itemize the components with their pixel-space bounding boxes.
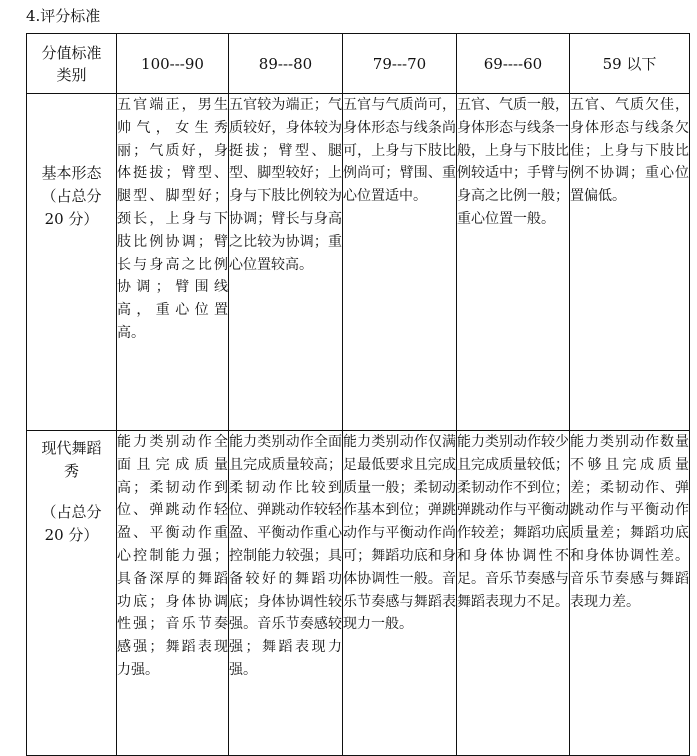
header-score-range-1: 100---90 <box>117 34 229 94</box>
row-label-name: 基本形态 <box>41 164 102 182</box>
criteria-cell: 五官较为端正；气质较好，身体较为挺拔；臂型、腿型、脚型较好；上身与下肢比例较为协调；臂长与身高之比较为协调；重心位置较高。 <box>229 94 343 431</box>
row-label-basic-form <box>27 94 117 431</box>
row-label-modern-dance <box>27 431 117 756</box>
criteria-cell: 五官、气质一般，身体形态与线条一般，上身与下肢比例较适中；手臂与身高之比例一般；重心位置一般。 <box>457 94 570 431</box>
table-row-basic-form <box>27 94 690 431</box>
criteria-cell: 能力类别动作数量不够且完成质量差；柔韧动作、弹跳动作与平衡动作质量差；舞蹈功底和身体协调性差。音乐节奏感与舞蹈表现力差。 <box>570 431 690 756</box>
header-corner-line2: 类别 <box>56 65 87 84</box>
row-label-score-line1: （占总分 <box>41 187 102 205</box>
row-label-name: 现代舞蹈秀 <box>41 439 102 480</box>
header-score-range-3: 79---70 <box>343 34 457 94</box>
criteria-cell: 五官与气质尚可，身体形态与线条尚可，上身与下肢比例尚可；臂围、重心位置适中。 <box>343 94 457 431</box>
criteria-cell: 能力类别动作仅满足最低要求且完成质量一般；柔韧动作基本到位；弹跳动作与平衡动作尚可；舞蹈功底和身体协调性一般。音乐节奏感与舞蹈表现力一般。 <box>343 431 457 756</box>
row-label-score-line2: 20 分） <box>44 210 99 228</box>
header-score-range-4: 69----60 <box>457 34 570 94</box>
grading-criteria-table <box>26 33 690 756</box>
criteria-cell: 能力类别动作较少且完成质量较低；柔韧动作不到位；弹跳动作与平衡动作较差；舞蹈功底和身体协调性不足。音乐节奏感与舞蹈表现力不足。 <box>457 431 570 756</box>
criteria-cell: 能力类别动作全面且完成质量较高；柔韧动作比较到位、弹跳动作较轻盈、平衡动作重心控制能力较强；具备较好的舞蹈功底；身体协调性较强。音乐节奏感较强；舞蹈表现力强。 <box>229 431 343 756</box>
table-row-modern-dance <box>27 431 690 756</box>
header-row <box>27 34 690 94</box>
header-corner-line1: 分值标准 <box>41 43 102 62</box>
row-label-score-line1: （占总分 <box>41 503 102 521</box>
criteria-cell: 五官、气质欠佳，身体形态与线条欠佳；上身与下肢比例不协调；重心位置偏低。 <box>570 94 690 431</box>
header-score-range-2: 89---80 <box>229 34 343 94</box>
criteria-cell: 五官端正，男生帅气，女生秀丽；气质好，身体挺拔；臂型、腿型、脚型好；颈长，上身与下肢比例协调；臂长与身高之比例协调；臂围线高，重心位置高。 <box>117 94 229 431</box>
section-title: 4.评分标准 <box>26 7 101 25</box>
header-corner-cell <box>27 34 117 94</box>
criteria-cell: 能力类别动作全面且完成质量高；柔韧动作到位、弹跳动作轻盈、平衡动作重心控制能力强；具备深厚的舞蹈功底；身体协调性强；音乐节奏感强；舞蹈表现力强。 <box>117 431 229 756</box>
header-score-range-5: 59 以下 <box>570 34 690 94</box>
row-label-score-line2: 20 分） <box>44 526 99 544</box>
